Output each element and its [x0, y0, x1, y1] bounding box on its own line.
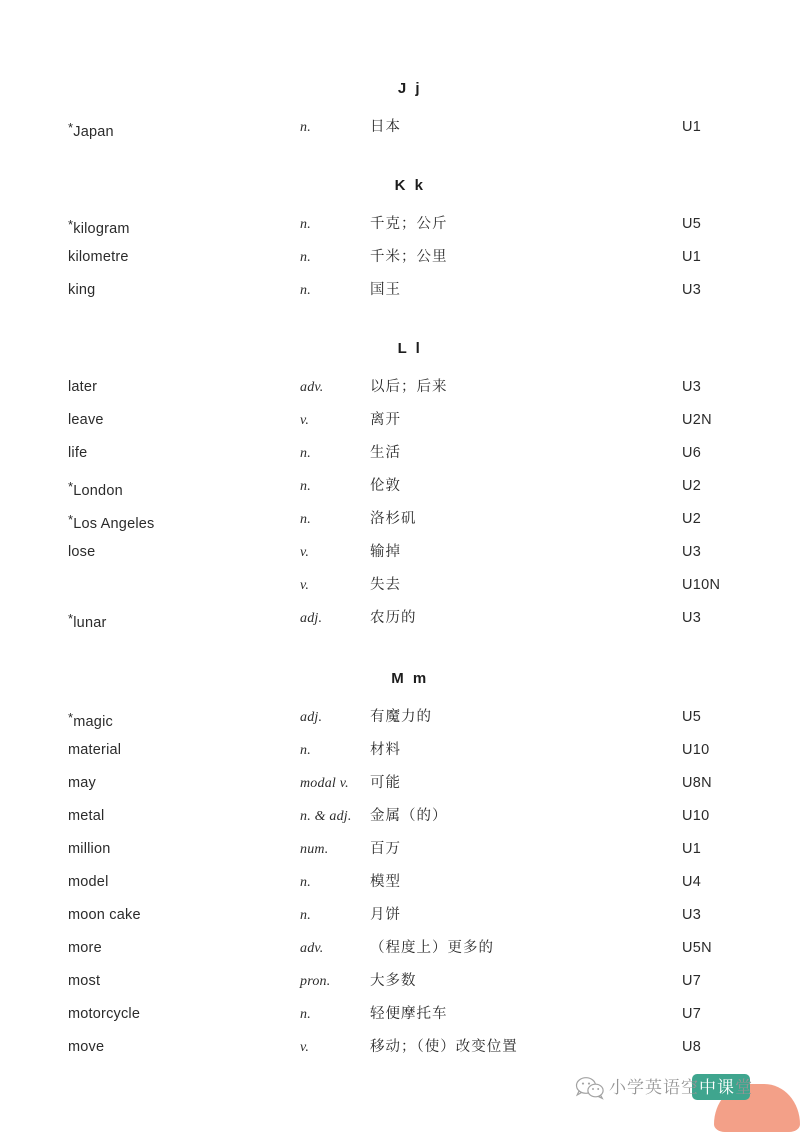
entry-part-of-speech: num.: [300, 842, 329, 857]
entry-part-of-speech: n.: [300, 1007, 311, 1022]
entry-unit: U3: [682, 544, 702, 560]
entry-part-of-speech: modal v.: [300, 776, 349, 791]
glossary-entry-row: [0, 866, 800, 899]
glossary-entry-row: [0, 932, 800, 965]
entry-part-of-speech: n.: [300, 743, 311, 758]
entry-word: [68, 437, 87, 470]
entry-meaning: 模型: [370, 874, 401, 890]
entry-word: [68, 536, 95, 569]
entry-part-of-speech: adv.: [300, 380, 324, 395]
entry-word: [68, 1031, 104, 1064]
entry-part-of-speech: adv.: [300, 941, 324, 956]
entry-list: [0, 208, 800, 307]
entry-word: [68, 932, 102, 965]
entry-word-text: move: [68, 1039, 105, 1055]
glossary-entry-row: [0, 833, 800, 866]
entry-word-text: kilometre: [68, 249, 129, 265]
entry-unit: U2N: [682, 412, 712, 428]
entry-part-of-speech: v.: [300, 413, 310, 428]
asterisk-marker: *: [68, 512, 74, 527]
entry-meaning: 金属（的）: [370, 808, 448, 824]
entry-unit: U3: [682, 610, 702, 626]
entry-part-of-speech: adj.: [300, 611, 323, 626]
entry-word: [68, 241, 129, 274]
entry-unit: U8: [682, 1039, 702, 1055]
entry-part-of-speech: n. & adj.: [300, 809, 352, 824]
entry-word: [68, 371, 97, 404]
section-header: L l: [397, 340, 423, 357]
entry-word-text: leave: [68, 412, 104, 428]
entry-meaning: 有魔力的: [370, 709, 432, 725]
watermark-text-highlighted: 中课: [699, 1078, 735, 1098]
entry-unit: U10: [682, 742, 710, 758]
entry-unit: U1: [682, 119, 702, 135]
entry-meaning: 洛杉矶: [370, 511, 417, 527]
glossary-entry-row: [0, 1031, 800, 1064]
watermark-text: [609, 1073, 753, 1098]
entry-word-text: London: [73, 483, 123, 499]
entry-word-text: magic: [73, 714, 113, 730]
entry-word: [68, 965, 100, 998]
entry-meaning: 轻便摩托车: [370, 1006, 448, 1022]
entry-meaning: 伦敦: [370, 478, 401, 494]
entry-list: [0, 111, 800, 144]
asterisk-marker: *: [68, 479, 74, 494]
entry-unit: U3: [682, 379, 702, 395]
entry-word-text: may: [68, 775, 96, 791]
glossary-section: [0, 80, 800, 144]
glossary-entry-row: [0, 274, 800, 307]
entry-part-of-speech: n.: [300, 250, 311, 265]
entry-meaning: 离开: [370, 412, 401, 428]
entry-meaning: 以后；后来: [370, 379, 448, 395]
glossary-entry-row: [0, 899, 800, 932]
section-header: K k: [394, 177, 426, 194]
entry-list: [0, 371, 800, 635]
entry-word-text: Los Angeles: [73, 516, 155, 532]
glossary-entry-row: [0, 470, 800, 503]
entry-meaning: 百万: [370, 841, 401, 857]
entry-word-text: later: [68, 379, 98, 395]
entry-part-of-speech: v.: [300, 545, 310, 560]
entry-meaning: 千米；公里: [370, 249, 448, 265]
entry-meaning: 日本: [370, 119, 401, 135]
entry-unit: U5: [682, 216, 702, 232]
entry-meaning: （程度上）更多的: [370, 940, 494, 956]
entry-meaning: 国王: [370, 282, 401, 298]
entry-word-text: moon cake: [68, 907, 141, 923]
entry-meaning: 生活: [370, 445, 401, 461]
entry-part-of-speech: n.: [300, 120, 311, 135]
entry-word-text: material: [68, 742, 122, 758]
entry-word-text: king: [68, 282, 96, 298]
glossary-section: [0, 670, 800, 1064]
glossary-entry-row: [0, 701, 800, 734]
entry-part-of-speech: v.: [300, 578, 310, 593]
entry-word: [68, 866, 109, 899]
entry-part-of-speech: n.: [300, 283, 311, 298]
entry-word-text: Japan: [73, 124, 114, 140]
entry-meaning: 大多数: [370, 973, 417, 989]
glossary-entry-row: [0, 734, 800, 767]
glossary-entry-row: [0, 536, 800, 569]
glossary-entry-row: [0, 965, 800, 998]
glossary-entry-row: [0, 998, 800, 1031]
entry-part-of-speech: n.: [300, 875, 311, 890]
glossary-entry-row: [0, 404, 800, 437]
entry-unit: U3: [682, 282, 702, 298]
watermark: [575, 1068, 800, 1127]
entry-meaning: 失去: [370, 577, 401, 593]
entry-word-text: motorcycle: [68, 1006, 141, 1022]
glossary-entry-row: [0, 569, 800, 602]
entry-meaning: 农历的: [370, 610, 417, 626]
glossary-entry-row: [0, 503, 800, 536]
entry-list: [0, 701, 800, 1064]
entry-word-text: more: [68, 940, 102, 956]
entry-unit: U7: [682, 973, 702, 989]
entry-part-of-speech: pron.: [300, 974, 331, 989]
asterisk-marker: *: [68, 217, 74, 232]
entry-unit: U5N: [682, 940, 712, 956]
entry-part-of-speech: n.: [300, 217, 311, 232]
entry-part-of-speech: adj.: [300, 710, 323, 725]
entry-word-text: model: [68, 874, 109, 890]
entry-word-text: lose: [68, 544, 96, 560]
glossary-entry-row: [0, 800, 800, 833]
entry-unit: U3: [682, 907, 702, 923]
entry-word-text: life: [68, 445, 88, 461]
glossary-entry-row: [0, 111, 800, 144]
entry-word-text: kilogram: [73, 221, 130, 237]
entry-part-of-speech: n.: [300, 908, 311, 923]
entry-word: [68, 111, 114, 149]
entry-word: [68, 274, 95, 307]
glossary-entry-row: [0, 767, 800, 800]
glossary-entry-row: [0, 602, 800, 635]
entry-unit: U6: [682, 445, 702, 461]
glossary-entry-row: [0, 437, 800, 470]
entry-word: [68, 767, 96, 800]
entry-unit: U7: [682, 1006, 702, 1022]
entry-word-text: lunar: [73, 615, 107, 631]
entry-word: [68, 998, 140, 1031]
entry-meaning: 输掉: [370, 544, 401, 560]
entry-meaning: 材料: [370, 742, 401, 758]
entry-word: [68, 899, 141, 932]
entry-meaning: 月饼: [370, 907, 401, 923]
entry-unit: U8N: [682, 775, 712, 791]
entry-word: [68, 734, 121, 767]
glossary-entry-row: [0, 208, 800, 241]
entry-unit: U5: [682, 709, 702, 725]
watermark-text-after: 堂: [735, 1078, 753, 1098]
entry-part-of-speech: n.: [300, 512, 311, 527]
glossary-entry-row: [0, 241, 800, 274]
entry-part-of-speech: n.: [300, 446, 311, 461]
entry-unit: U1: [682, 841, 702, 857]
asterisk-marker: *: [68, 710, 74, 725]
glossary-entry-row: [0, 371, 800, 404]
asterisk-marker: *: [68, 120, 74, 135]
asterisk-marker: *: [68, 611, 74, 626]
entry-word-text: metal: [68, 808, 105, 824]
wechat-icon: [575, 1076, 605, 1100]
entry-unit: U2: [682, 511, 702, 527]
entry-word: [68, 404, 104, 437]
entry-meaning: 移动；（使）改变位置: [370, 1039, 518, 1055]
entry-unit: U4: [682, 874, 702, 890]
entry-word: [68, 833, 111, 866]
entry-word: [68, 800, 104, 833]
entry-meaning: 可能: [370, 775, 401, 791]
entry-word-text: most: [68, 973, 101, 989]
entry-word-text: million: [68, 841, 111, 857]
entry-part-of-speech: n.: [300, 479, 311, 494]
entry-unit: U10: [682, 808, 710, 824]
entry-meaning: 千克；公斤: [370, 216, 448, 232]
glossary-section: [0, 177, 800, 307]
entry-unit: U10N: [682, 577, 721, 593]
glossary-section: [0, 340, 800, 635]
entry-unit: U2: [682, 478, 702, 494]
entry-part-of-speech: v.: [300, 1040, 310, 1055]
section-header: J j: [397, 80, 423, 97]
section-header: M m: [391, 670, 429, 687]
watermark-text-before: 小学英语空: [609, 1078, 699, 1098]
entry-word: [68, 602, 107, 640]
entry-unit: U1: [682, 249, 702, 265]
